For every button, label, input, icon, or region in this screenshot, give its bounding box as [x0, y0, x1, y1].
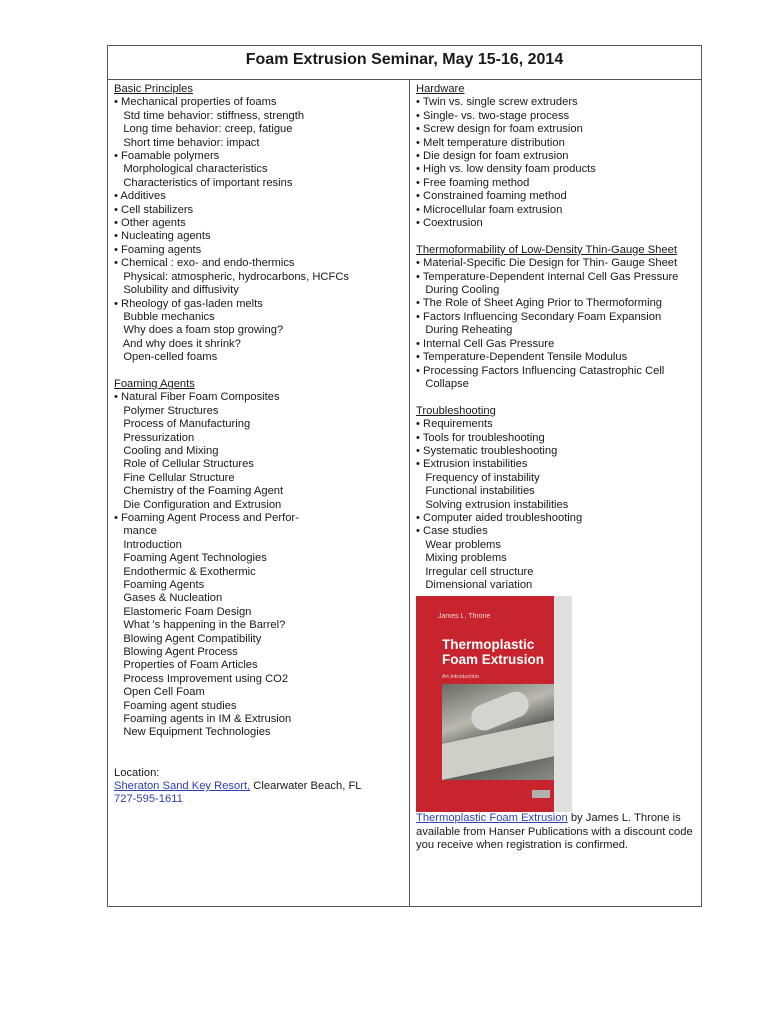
foaming-agents-item: Polymer Structures: [114, 404, 219, 417]
troubleshooting-item: Wear problems: [416, 538, 501, 551]
foaming-agents-item: Fine Cellular Structure: [114, 471, 235, 484]
hardware-item: • Microcellular foam extrusion: [416, 203, 563, 216]
foaming-agents-heading: Foaming Agents: [114, 377, 195, 390]
thermoformability-heading: Thermoformability of Low-Density Thin-Gauge Sheet: [416, 243, 677, 256]
book-note-line-2: available from Hanser Publications with a discount code: [416, 825, 693, 838]
troubleshooting-item: • Case studies: [416, 525, 488, 538]
thermoformability-item: • Temperature-Dependent Tensile Modulus: [416, 351, 628, 364]
hardware-item: • Free foaming method: [416, 176, 530, 189]
basic-principles-item: Physical: atmospheric, hydrocarbons, HCFCs: [114, 270, 350, 283]
foaming-agents-item: Pressurization: [114, 431, 195, 444]
troubleshooting-item: • Systematic troubleshooting: [416, 444, 558, 457]
left-column: [108, 80, 410, 906]
thermoformability-item: • Temperature-Dependent Internal Cell Gas Pressure: [416, 270, 679, 283]
basic-principles-item: Bubble mechanics: [114, 310, 215, 323]
book-note-line-3: you receive when registration is confirmed.: [416, 839, 629, 852]
foaming-agents-item: Elastomeric Foam Design: [114, 605, 252, 618]
book-cover-photo: [442, 684, 554, 780]
location-line: [114, 780, 409, 793]
foaming-agents-item: Foaming Agents: [114, 579, 205, 592]
basic-principles-list: [114, 96, 409, 364]
thermoformability-item: During Reheating: [416, 324, 513, 337]
page-title: Foam Extrusion Seminar, May 15-16, 2014: [108, 46, 701, 80]
hardware-item: • Die design for foam extrusion: [416, 150, 569, 163]
thermoformability-item: • The Role of Sheet Aging Prior to Thermoforming: [416, 297, 663, 310]
book-cover-author: James L. Throne: [438, 613, 491, 621]
thermoformability-list: [416, 257, 701, 391]
book-cover-subtitle: An Introduction: [442, 674, 479, 681]
book-note-text-1: by James L. Throne is: [567, 812, 681, 825]
foam-sheet-shape: [442, 721, 554, 781]
thermoformability-item: During Cooling: [416, 284, 500, 297]
foaming-agents-item: Die Configuration and Extrusion: [114, 498, 282, 511]
book-spine-strip: [554, 596, 572, 812]
thermoformability-item: • Internal Cell Gas Pressure: [416, 337, 555, 350]
foaming-agents-item: Cooling and Mixing: [114, 444, 219, 457]
hardware-item: • Screw design for foam extrusion: [416, 123, 583, 136]
foaming-agents-item: Foaming agent studies: [114, 699, 237, 712]
troubleshooting-item: Mixing problems: [416, 552, 507, 565]
foaming-agents-item: Endothermic & Exothermic: [114, 565, 256, 578]
basic-principles-item: • Chemical : exo- and endo-thermics: [114, 257, 295, 270]
troubleshooting-heading: Troubleshooting: [416, 404, 496, 417]
basic-principles-item: • Foamable polymers: [114, 150, 220, 163]
seminar-table: [107, 45, 702, 907]
foaming-agents-item: Blowing Agent Process: [114, 646, 238, 659]
basic-principles-item: Morphological characteristics: [114, 163, 268, 176]
troubleshooting-list: [416, 418, 701, 592]
foaming-agents-item: Blowing Agent Compatibility: [114, 632, 262, 645]
foaming-agents-item: Foaming agents in IM & Extrusion: [114, 713, 292, 726]
book-note-line-1: [416, 812, 701, 825]
troubleshooting-item: Dimensional variation: [416, 579, 533, 591]
thermoformability-item: • Material-Specific Die Design for Thin- Gauge Sheet: [416, 257, 678, 270]
basic-principles-item: Short time behavior: impact: [114, 136, 260, 149]
basic-principles-item: • Rheology of gas-laden melts: [114, 297, 263, 310]
hotel-link[interactable]: Sheraton Sand Key Resort,: [114, 780, 251, 793]
foaming-agents-item: Introduction: [114, 538, 182, 551]
publisher-logo: [532, 790, 550, 798]
basic-principles-item: Open-celled foams: [114, 351, 218, 364]
basic-principles-item: Why does a foam stop growing?: [114, 324, 284, 337]
basic-principles-heading: Basic Principles: [114, 83, 193, 95]
basic-principles-item: • Other agents: [114, 217, 186, 230]
basic-principles-item: • Additives: [114, 190, 166, 203]
basic-principles-item: • Foaming agents: [114, 243, 202, 256]
foaming-agents-item: Process Improvement using CO2: [114, 672, 289, 685]
thermoformability-item: Collapse: [416, 377, 469, 390]
foaming-agents-item: • Foaming Agent Process and Perfor-: [114, 511, 299, 524]
basic-principles-item: • Nucleating agents: [114, 230, 211, 243]
foaming-agents-item: What 's happening in the Barrel?: [114, 619, 286, 632]
hardware-heading: Hardware: [416, 83, 465, 95]
troubleshooting-item: • Tools for troubleshooting: [416, 431, 545, 444]
troubleshooting-item: Irregular cell structure: [416, 565, 534, 578]
basic-principles-item: Long time behavior: creep, fatigue: [114, 123, 293, 136]
troubleshooting-item: Frequency of instability: [416, 471, 540, 484]
hardware-list: [416, 96, 701, 230]
foaming-agents-item: Gases & Nucleation: [114, 592, 223, 605]
book-cover-title: Thermoplastic Foam Extrusion: [442, 637, 545, 668]
thermoformability-item: • Factors Influencing Secondary Foam Expansion: [416, 310, 662, 323]
book-link[interactable]: Thermoplastic Foam Extrusion: [416, 812, 568, 825]
troubleshooting-item: • Extrusion instabilities: [416, 458, 528, 471]
hardware-item: • Constrained foaming method: [416, 190, 567, 203]
foaming-agents-item: Open Cell Foam: [114, 686, 205, 699]
foaming-agents-item: mance: [114, 525, 157, 538]
foaming-agents-item: Chemistry of the Foaming Agent: [114, 485, 284, 498]
location-label: Location:: [114, 766, 160, 779]
hardware-item: • Melt temperature distribution: [416, 136, 565, 149]
foaming-agents-item: Role of Cellular Structures: [114, 458, 254, 471]
troubleshooting-item: Solving extrusion instabilities: [416, 498, 569, 511]
foaming-agents-item: New Equipment Technologies: [114, 726, 271, 739]
right-column: [410, 80, 701, 906]
book-cover-image: [416, 596, 572, 812]
hardware-item: • Twin vs. single screw extruders: [416, 96, 578, 109]
location-city: Clearwater Beach, FL: [250, 780, 362, 793]
hardware-item: • Single- vs. two-stage process: [416, 109, 570, 122]
foaming-agents-item: Process of Manufacturing: [114, 418, 251, 431]
basic-principles-item: Solubility and diffusivity: [114, 284, 239, 297]
hardware-item: • Coextrusion: [416, 217, 483, 230]
troubleshooting-item: Functional instabilities: [416, 485, 535, 498]
thermoformability-item: • Processing Factors Influencing Catastrophic Cell: [416, 364, 665, 377]
basic-principles-item: • Mechanical properties of foams: [114, 96, 277, 109]
foaming-agents-list: [114, 391, 409, 740]
troubleshooting-item: • Computer aided troubleshooting: [416, 511, 583, 524]
foaming-agents-item: • Natural Fiber Foam Composites: [114, 391, 280, 404]
foaming-agents-item: Properties of Foam Articles: [114, 659, 258, 672]
location-phone: 727-595-1611: [114, 793, 183, 806]
basic-principles-item: And why does it shrink?: [114, 337, 241, 350]
basic-principles-item: • Cell stabilizers: [114, 203, 194, 216]
troubleshooting-item: • Requirements: [416, 418, 493, 431]
basic-principles-item: Std time behavior: stiffness, strength: [114, 109, 305, 122]
foaming-agents-item: Foaming Agent Technologies: [114, 552, 267, 565]
hardware-item: • High vs. low density foam products: [416, 163, 596, 176]
basic-principles-item: Characteristics of important resins: [114, 176, 293, 189]
